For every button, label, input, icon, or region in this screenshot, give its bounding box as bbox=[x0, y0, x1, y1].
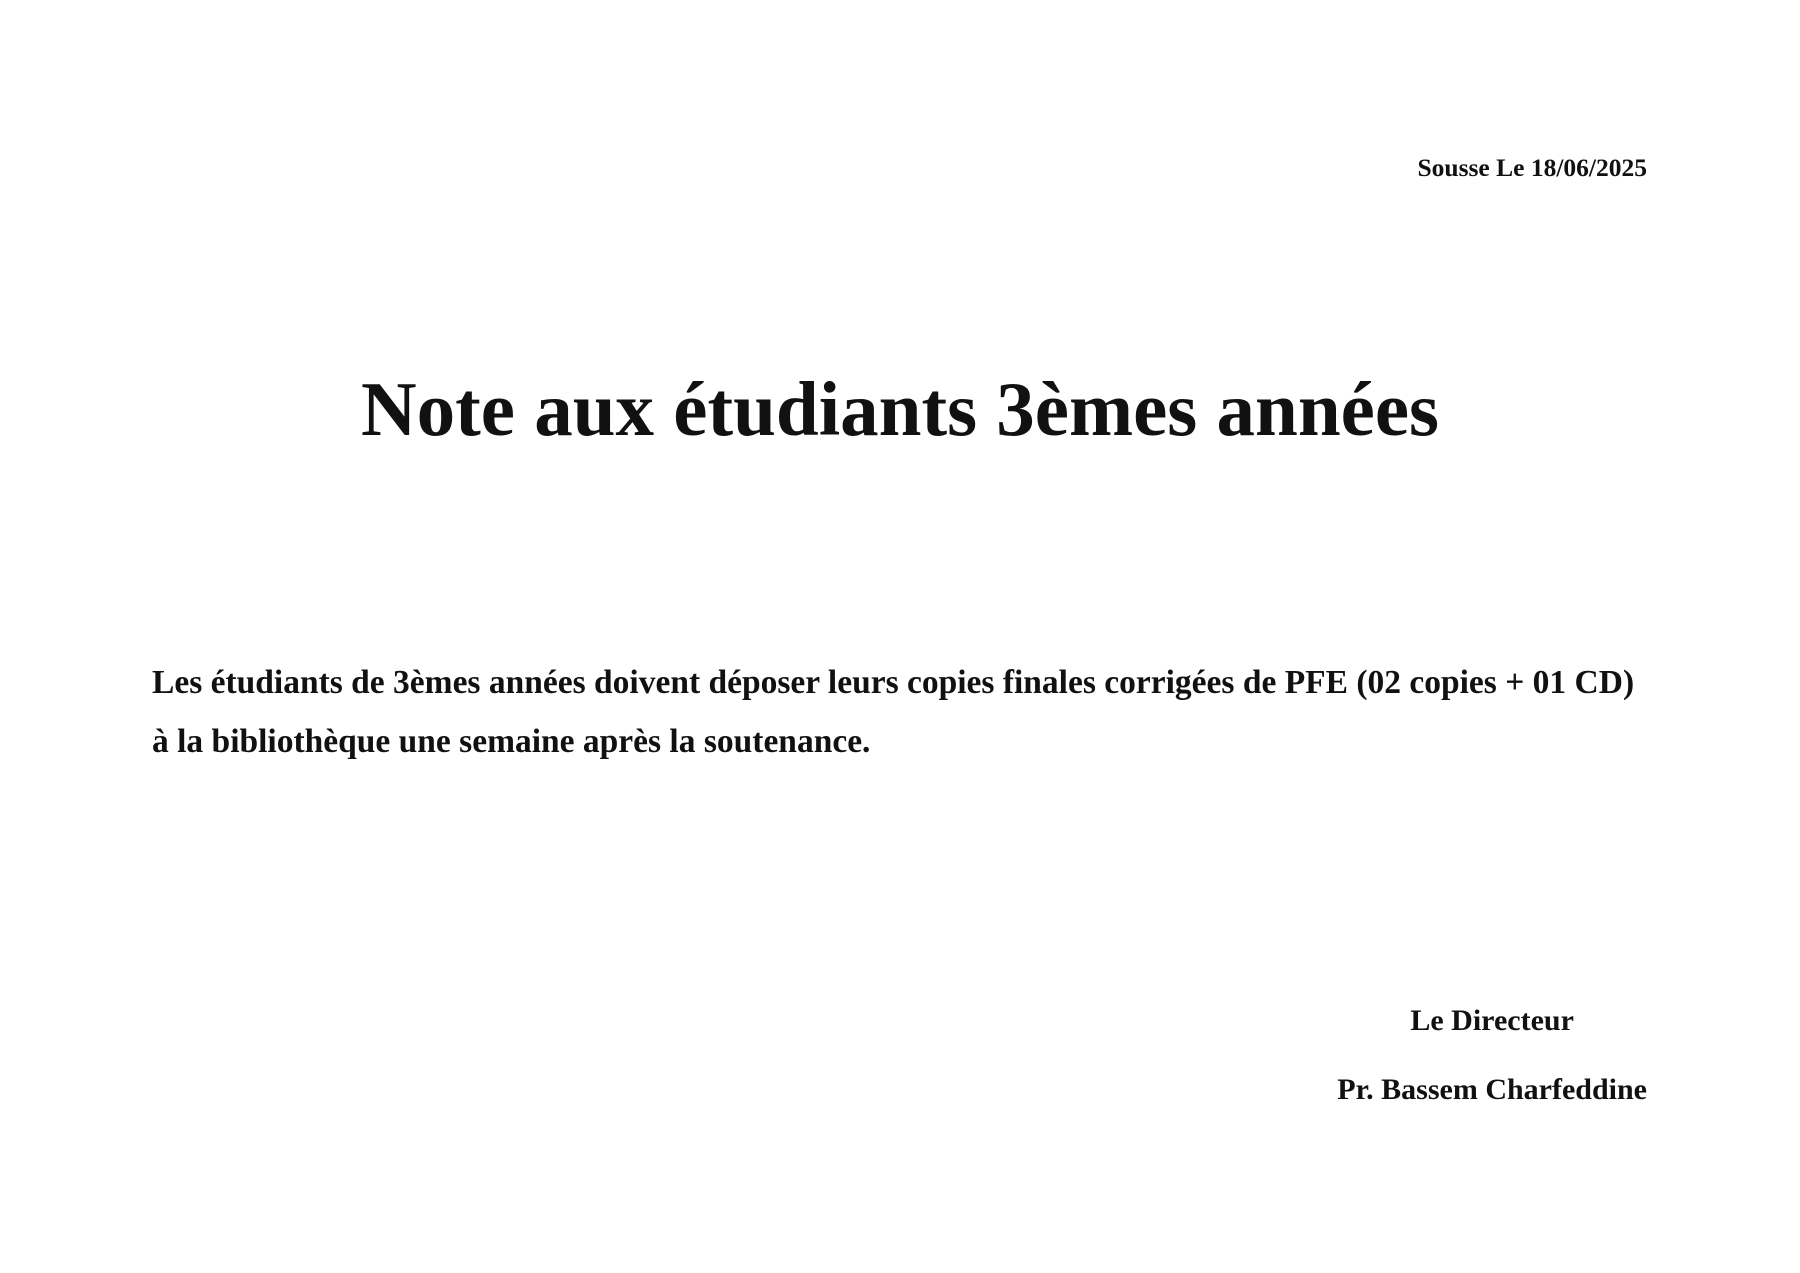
notice-body-line-1: Les étudiants de 3èmes années doivent déposer leurs copies finales corrigées de PFE (02 copies + 01 CD) bbox=[152, 664, 1635, 701]
signature-block bbox=[1337, 1006, 1647, 1105]
notice-body-line-2: à la bibliothèque une semaine après la soutenance. bbox=[152, 722, 871, 760]
place-and-date: Sousse Le 18/06/2025 bbox=[1417, 153, 1647, 182]
page-title: Note aux étudiants 3èmes années bbox=[361, 366, 1439, 452]
signatory-role: Le Directeur bbox=[1410, 1004, 1574, 1037]
signatory-name: Pr. Bassem Charfeddine bbox=[1337, 1073, 1647, 1106]
notice-body bbox=[152, 666, 1634, 758]
